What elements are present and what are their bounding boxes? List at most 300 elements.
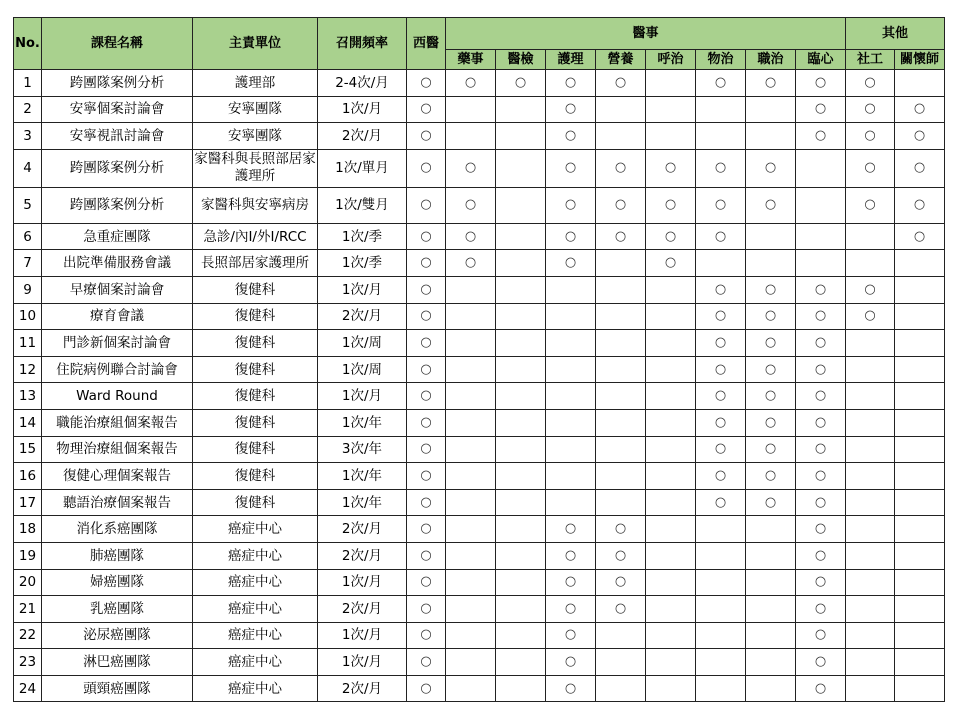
cell-unit: 復健科	[193, 303, 318, 330]
header-frequency: 召開頻率	[318, 18, 407, 70]
mark-cell-nursing	[546, 276, 596, 303]
mark-cell-social	[846, 516, 895, 543]
mark-cell-pt: ○	[696, 330, 746, 357]
mark-cell-psych: ○	[796, 596, 846, 623]
mark-cell-chaplain	[895, 330, 945, 357]
mark-cell-west: ○	[407, 649, 446, 676]
mark-cell-nutrition	[596, 649, 646, 676]
cell-course: 乳癌團隊	[42, 596, 193, 623]
mark-cell-nutrition	[596, 463, 646, 490]
mark-cell-psych: ○	[796, 356, 846, 383]
cell-no: 6	[14, 223, 42, 250]
mark-cell-nursing: ○	[546, 187, 596, 223]
mark-cell-pharmacy	[446, 649, 496, 676]
mark-cell-lab	[496, 463, 546, 490]
mark-cell-chaplain	[895, 409, 945, 436]
mark-cell-respiratory	[646, 649, 696, 676]
cell-course: Ward Round	[42, 383, 193, 410]
mark-cell-nutrition	[596, 622, 646, 649]
mark-cell-lab	[496, 187, 546, 223]
mark-cell-social	[846, 569, 895, 596]
cell-no: 7	[14, 250, 42, 277]
mark-cell-lab	[496, 436, 546, 463]
mark-cell-psych: ○	[796, 303, 846, 330]
cell-unit: 急診/內I/外I/RCC	[193, 223, 318, 250]
mark-cell-ot: ○	[746, 383, 796, 410]
table-row	[14, 463, 945, 490]
mark-cell-respiratory	[646, 675, 696, 702]
mark-cell-west: ○	[407, 516, 446, 543]
cell-no: 14	[14, 409, 42, 436]
table-row	[14, 303, 945, 330]
header-group-other: 其他	[846, 18, 945, 50]
mark-cell-ot	[746, 96, 796, 123]
table-row	[14, 123, 945, 150]
mark-cell-respiratory	[646, 489, 696, 516]
cell-course: 聽語治療個案報告	[42, 489, 193, 516]
mark-cell-ot	[746, 250, 796, 277]
mark-cell-pharmacy: ○	[446, 223, 496, 250]
mark-cell-west: ○	[407, 70, 446, 97]
mark-cell-ot: ○	[746, 276, 796, 303]
mark-cell-lab	[496, 330, 546, 357]
mark-cell-respiratory: ○	[646, 187, 696, 223]
mark-cell-pharmacy	[446, 463, 496, 490]
mark-cell-psych: ○	[796, 622, 846, 649]
mark-cell-west: ○	[407, 96, 446, 123]
mark-cell-pharmacy	[446, 383, 496, 410]
cell-frequency: 1次/單月	[318, 149, 407, 187]
cell-frequency: 2次/月	[318, 516, 407, 543]
mark-cell-respiratory	[646, 383, 696, 410]
cell-unit: 護理部	[193, 70, 318, 97]
mark-cell-pt	[696, 123, 746, 150]
mark-cell-social	[846, 330, 895, 357]
mark-cell-psych	[796, 223, 846, 250]
table-row	[14, 223, 945, 250]
mark-cell-nursing	[546, 463, 596, 490]
mark-cell-psych: ○	[796, 463, 846, 490]
mark-cell-ot: ○	[746, 356, 796, 383]
mark-cell-west: ○	[407, 596, 446, 623]
mark-cell-pt: ○	[696, 303, 746, 330]
mark-cell-chaplain	[895, 463, 945, 490]
table-row	[14, 489, 945, 516]
cell-course: 安寧個案討論會	[42, 96, 193, 123]
mark-cell-west: ○	[407, 463, 446, 490]
cell-frequency: 1次/月	[318, 383, 407, 410]
cell-unit: 復健科	[193, 330, 318, 357]
mark-cell-lab	[496, 489, 546, 516]
cell-frequency: 1次/年	[318, 489, 407, 516]
mark-cell-respiratory	[646, 622, 696, 649]
mark-cell-west: ○	[407, 149, 446, 187]
mark-cell-social	[846, 383, 895, 410]
mark-cell-pharmacy	[446, 276, 496, 303]
cell-course: 肺癌團隊	[42, 542, 193, 569]
cell-unit: 復健科	[193, 356, 318, 383]
mark-cell-respiratory	[646, 330, 696, 357]
cell-course: 復健心理個案報告	[42, 463, 193, 490]
cell-course: 住院病例聯合討論會	[42, 356, 193, 383]
mark-cell-social: ○	[846, 276, 895, 303]
cell-frequency: 1次/月	[318, 276, 407, 303]
mark-cell-pt: ○	[696, 383, 746, 410]
mark-cell-ot: ○	[746, 436, 796, 463]
mark-cell-social	[846, 223, 895, 250]
mark-cell-respiratory	[646, 70, 696, 97]
mark-cell-nutrition: ○	[596, 70, 646, 97]
cell-unit: 復健科	[193, 409, 318, 436]
cell-no: 23	[14, 649, 42, 676]
mark-cell-pharmacy: ○	[446, 250, 496, 277]
mark-cell-lab	[496, 356, 546, 383]
mark-cell-social: ○	[846, 70, 895, 97]
mark-cell-ot: ○	[746, 463, 796, 490]
mark-cell-west: ○	[407, 622, 446, 649]
cell-course: 跨團隊案例分析	[42, 187, 193, 223]
mark-cell-respiratory	[646, 569, 696, 596]
header-chaplain: 關懷師	[895, 50, 945, 70]
table-row	[14, 542, 945, 569]
mark-cell-pt: ○	[696, 409, 746, 436]
mark-cell-ot: ○	[746, 149, 796, 187]
mark-cell-nutrition	[596, 96, 646, 123]
mark-cell-psych: ○	[796, 409, 846, 436]
mark-cell-chaplain	[895, 70, 945, 97]
cell-no: 12	[14, 356, 42, 383]
cell-frequency: 2次/月	[318, 675, 407, 702]
mark-cell-nutrition	[596, 409, 646, 436]
mark-cell-pt: ○	[696, 70, 746, 97]
cell-unit: 復健科	[193, 436, 318, 463]
mark-cell-chaplain	[895, 276, 945, 303]
cell-frequency: 1次/月	[318, 96, 407, 123]
cell-frequency: 1次/雙月	[318, 187, 407, 223]
mark-cell-psych	[796, 149, 846, 187]
mark-cell-psych: ○	[796, 516, 846, 543]
table-row	[14, 330, 945, 357]
mark-cell-psych: ○	[796, 330, 846, 357]
mark-cell-respiratory: ○	[646, 149, 696, 187]
mark-cell-west: ○	[407, 409, 446, 436]
cell-frequency: 1次/月	[318, 649, 407, 676]
mark-cell-pharmacy	[446, 489, 496, 516]
header-physical-therapy: 物治	[696, 50, 746, 70]
mark-cell-ot	[746, 622, 796, 649]
mark-cell-pt: ○	[696, 223, 746, 250]
mark-cell-pt	[696, 622, 746, 649]
mark-cell-nutrition: ○	[596, 149, 646, 187]
mark-cell-pt: ○	[696, 463, 746, 490]
cell-no: 16	[14, 463, 42, 490]
header-unit: 主責單位	[193, 18, 318, 70]
mark-cell-nursing	[546, 356, 596, 383]
mark-cell-chaplain	[895, 569, 945, 596]
cell-frequency: 2次/月	[318, 123, 407, 150]
mark-cell-west: ○	[407, 187, 446, 223]
table-row	[14, 276, 945, 303]
mark-cell-social	[846, 463, 895, 490]
mark-cell-chaplain	[895, 675, 945, 702]
cell-unit: 安寧團隊	[193, 96, 318, 123]
mark-cell-ot	[746, 649, 796, 676]
mark-cell-nursing	[546, 409, 596, 436]
cell-course: 急重症團隊	[42, 223, 193, 250]
mark-cell-lab: ○	[496, 70, 546, 97]
mark-cell-social: ○	[846, 303, 895, 330]
mark-cell-chaplain: ○	[895, 96, 945, 123]
mark-cell-social	[846, 596, 895, 623]
mark-cell-psych: ○	[796, 276, 846, 303]
cell-frequency: 1次/月	[318, 569, 407, 596]
mark-cell-pt	[696, 675, 746, 702]
mark-cell-lab	[496, 675, 546, 702]
cell-no: 15	[14, 436, 42, 463]
mark-cell-nursing: ○	[546, 516, 596, 543]
mark-cell-nursing: ○	[546, 96, 596, 123]
header-nutrition: 營養	[596, 50, 646, 70]
mark-cell-respiratory	[646, 409, 696, 436]
mark-cell-psych: ○	[796, 675, 846, 702]
mark-cell-chaplain: ○	[895, 187, 945, 223]
table-row	[14, 569, 945, 596]
cell-frequency: 1次/季	[318, 250, 407, 277]
cell-unit: 長照部居家護理所	[193, 250, 318, 277]
mark-cell-nutrition	[596, 489, 646, 516]
mark-cell-pharmacy	[446, 596, 496, 623]
cell-no: 2	[14, 96, 42, 123]
mark-cell-nursing: ○	[546, 649, 596, 676]
mark-cell-nutrition: ○	[596, 542, 646, 569]
mark-cell-chaplain	[895, 436, 945, 463]
cell-no: 22	[14, 622, 42, 649]
mark-cell-pharmacy	[446, 622, 496, 649]
mark-cell-west: ○	[407, 436, 446, 463]
mark-cell-chaplain: ○	[895, 149, 945, 187]
table-row	[14, 622, 945, 649]
mark-cell-psych: ○	[796, 649, 846, 676]
mark-cell-west: ○	[407, 330, 446, 357]
mark-cell-nursing: ○	[546, 123, 596, 150]
mark-cell-social	[846, 542, 895, 569]
cell-frequency: 3次/年	[318, 436, 407, 463]
cell-course: 跨團隊案例分析	[42, 149, 193, 187]
mark-cell-respiratory	[646, 516, 696, 543]
header-no: No.	[14, 18, 42, 70]
mark-cell-social	[846, 489, 895, 516]
cell-frequency: 1次/周	[318, 330, 407, 357]
mark-cell-nursing	[546, 383, 596, 410]
mark-cell-nutrition	[596, 330, 646, 357]
mark-cell-pharmacy	[446, 675, 496, 702]
mark-cell-lab	[496, 123, 546, 150]
mark-cell-ot	[746, 516, 796, 543]
cell-course: 淋巴癌團隊	[42, 649, 193, 676]
mark-cell-pharmacy	[446, 303, 496, 330]
table-row	[14, 409, 945, 436]
mark-cell-social: ○	[846, 123, 895, 150]
table-row	[14, 383, 945, 410]
mark-cell-nutrition	[596, 303, 646, 330]
mark-cell-nursing	[546, 489, 596, 516]
table-row	[14, 356, 945, 383]
mark-cell-nursing: ○	[546, 675, 596, 702]
cell-course: 跨團隊案例分析	[42, 70, 193, 97]
mark-cell-pharmacy: ○	[446, 149, 496, 187]
mark-cell-ot	[746, 596, 796, 623]
mark-cell-ot	[746, 542, 796, 569]
cell-course: 泌尿癌團隊	[42, 622, 193, 649]
mark-cell-nursing: ○	[546, 70, 596, 97]
mark-cell-pharmacy	[446, 123, 496, 150]
table-row	[14, 436, 945, 463]
header-lab: 醫檢	[496, 50, 546, 70]
header-pharmacy: 藥事	[446, 50, 496, 70]
mark-cell-nutrition	[596, 436, 646, 463]
mark-cell-nutrition: ○	[596, 569, 646, 596]
cell-frequency: 2次/月	[318, 542, 407, 569]
mark-cell-social	[846, 675, 895, 702]
mark-cell-psych: ○	[796, 383, 846, 410]
mark-cell-pharmacy	[446, 569, 496, 596]
cell-course: 出院準備服務會議	[42, 250, 193, 277]
mark-cell-ot: ○	[746, 187, 796, 223]
mark-cell-pharmacy	[446, 96, 496, 123]
mark-cell-nutrition	[596, 356, 646, 383]
table-row	[14, 149, 945, 187]
mark-cell-nutrition: ○	[596, 223, 646, 250]
mark-cell-pt	[696, 569, 746, 596]
mark-cell-respiratory	[646, 96, 696, 123]
cell-course: 婦癌團隊	[42, 569, 193, 596]
mark-cell-west: ○	[407, 489, 446, 516]
mark-cell-respiratory	[646, 542, 696, 569]
mark-cell-west: ○	[407, 569, 446, 596]
cell-course: 頭頸癌團隊	[42, 675, 193, 702]
mark-cell-psych	[796, 187, 846, 223]
mark-cell-ot	[746, 675, 796, 702]
mark-cell-lab	[496, 383, 546, 410]
cell-no: 20	[14, 569, 42, 596]
mark-cell-chaplain	[895, 542, 945, 569]
cell-unit: 癌症中心	[193, 516, 318, 543]
cell-course: 物理治療組個案報告	[42, 436, 193, 463]
mark-cell-ot	[746, 123, 796, 150]
cell-course: 療育會議	[42, 303, 193, 330]
cell-unit: 家醫科與長照部居家護理所	[193, 149, 318, 187]
cell-frequency: 1次/年	[318, 463, 407, 490]
mark-cell-social	[846, 436, 895, 463]
mark-cell-nutrition	[596, 276, 646, 303]
mark-cell-ot	[746, 569, 796, 596]
mark-cell-nursing: ○	[546, 149, 596, 187]
mark-cell-social	[846, 409, 895, 436]
mark-cell-lab	[496, 542, 546, 569]
mark-cell-pharmacy	[446, 356, 496, 383]
mark-cell-pt	[696, 596, 746, 623]
mark-cell-pharmacy	[446, 436, 496, 463]
mark-cell-nursing: ○	[546, 596, 596, 623]
mark-cell-nutrition	[596, 250, 646, 277]
mark-cell-ot: ○	[746, 330, 796, 357]
mark-cell-lab	[496, 223, 546, 250]
mark-cell-pt: ○	[696, 356, 746, 383]
mark-cell-nursing: ○	[546, 622, 596, 649]
mark-cell-psych: ○	[796, 569, 846, 596]
cell-no: 3	[14, 123, 42, 150]
cell-unit: 癌症中心	[193, 542, 318, 569]
cell-no: 10	[14, 303, 42, 330]
table-row	[14, 70, 945, 97]
cell-frequency: 2-4次/月	[318, 70, 407, 97]
header-western-medicine: 西醫	[407, 18, 446, 70]
mark-cell-ot	[746, 223, 796, 250]
mark-cell-social	[846, 250, 895, 277]
mark-cell-nursing: ○	[546, 569, 596, 596]
mark-cell-lab	[496, 250, 546, 277]
mark-cell-pt	[696, 516, 746, 543]
mark-cell-ot: ○	[746, 489, 796, 516]
header-respiratory: 呼治	[646, 50, 696, 70]
mark-cell-lab	[496, 96, 546, 123]
mark-cell-psych: ○	[796, 96, 846, 123]
mark-cell-lab	[496, 276, 546, 303]
header-group-medical: 醫事	[446, 18, 846, 50]
mark-cell-west: ○	[407, 123, 446, 150]
cell-unit: 癌症中心	[193, 622, 318, 649]
mark-cell-social: ○	[846, 149, 895, 187]
mark-cell-lab	[496, 622, 546, 649]
cell-course: 門診新個案討論會	[42, 330, 193, 357]
cell-no: 1	[14, 70, 42, 97]
mark-cell-lab	[496, 149, 546, 187]
mark-cell-respiratory	[646, 123, 696, 150]
cell-unit: 癌症中心	[193, 675, 318, 702]
mark-cell-chaplain	[895, 622, 945, 649]
mark-cell-pt: ○	[696, 187, 746, 223]
course-table	[13, 17, 945, 702]
mark-cell-west: ○	[407, 675, 446, 702]
mark-cell-respiratory: ○	[646, 250, 696, 277]
mark-cell-lab	[496, 303, 546, 330]
mark-cell-pt	[696, 649, 746, 676]
cell-frequency: 1次/季	[318, 223, 407, 250]
cell-no: 18	[14, 516, 42, 543]
table-row	[14, 516, 945, 543]
cell-frequency: 2次/月	[318, 303, 407, 330]
mark-cell-respiratory	[646, 463, 696, 490]
table-row	[14, 187, 945, 223]
mark-cell-respiratory	[646, 436, 696, 463]
mark-cell-pt: ○	[696, 276, 746, 303]
mark-cell-respiratory	[646, 276, 696, 303]
mark-cell-psych: ○	[796, 489, 846, 516]
mark-cell-ot: ○	[746, 409, 796, 436]
cell-no: 19	[14, 542, 42, 569]
mark-cell-pharmacy	[446, 516, 496, 543]
cell-course: 職能治療組個案報告	[42, 409, 193, 436]
cell-unit: 復健科	[193, 276, 318, 303]
header-course: 課程名稱	[42, 18, 193, 70]
mark-cell-west: ○	[407, 303, 446, 330]
mark-cell-psych: ○	[796, 70, 846, 97]
mark-cell-psych: ○	[796, 436, 846, 463]
mark-cell-lab	[496, 596, 546, 623]
mark-cell-chaplain: ○	[895, 223, 945, 250]
mark-cell-pt	[696, 96, 746, 123]
cell-no: 4	[14, 149, 42, 187]
